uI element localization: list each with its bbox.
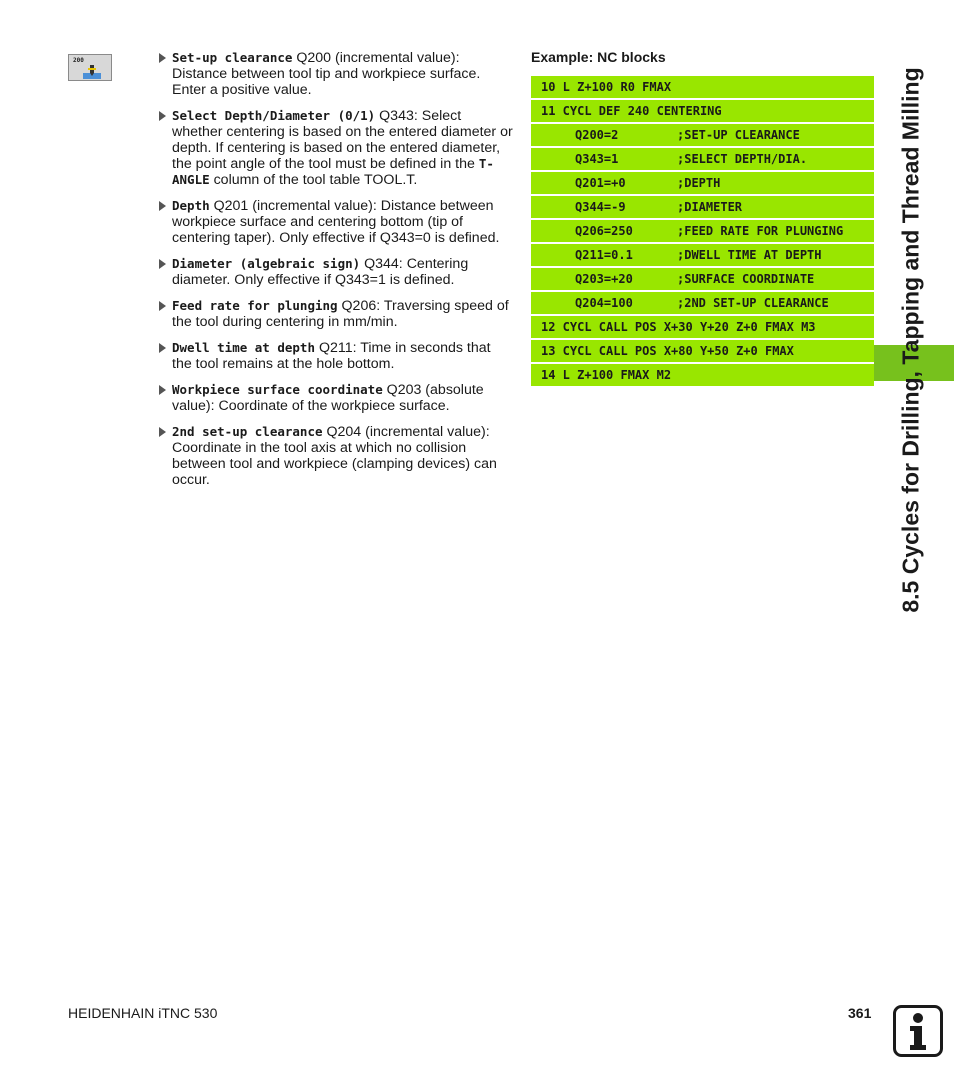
parameter-name: 2nd set-up clearance xyxy=(172,424,323,439)
parameter-list xyxy=(158,50,513,498)
nc-block-row xyxy=(531,316,874,338)
bullet-arrow-icon xyxy=(159,301,166,311)
nc-param-comment: ;2ND SET-UP CLEARANCE xyxy=(677,296,829,310)
softkey-cycle-240-icon xyxy=(68,54,112,81)
nc-param-value: Q200=2 xyxy=(575,128,619,142)
parameter-item xyxy=(158,50,513,98)
nc-block-row xyxy=(531,364,874,386)
parameter-description: Q200 (incremental value): Distance between tool tip and workpiece surface. Enter a positive value. xyxy=(172,50,481,98)
parameter-description: Q343: Select whether centering is based on the entered diameter or depth. If centering is based on the entered diameter, the point angle of the tool must be defined in the xyxy=(172,108,513,172)
nc-param-comment: ;DIAMETER xyxy=(677,200,743,214)
parameter-name: Select Depth/Diameter (0/1) xyxy=(172,108,376,123)
nc-param-value: Q204=100 xyxy=(575,296,633,310)
parameter-description: Q201 (incremental value): Distance between workpiece surface and centering bottom (tip of centering taper). Only effective if Q343=0 is defined. xyxy=(172,198,500,246)
nc-param-comment: ;DWELL TIME AT DEPTH xyxy=(677,248,822,262)
nc-param-value: Q203=+20 xyxy=(575,272,633,286)
nc-block-row xyxy=(531,100,874,122)
parameter-item xyxy=(158,382,513,414)
parameter-description: Q344: Centering diameter. Only effective if Q343=1 is defined. xyxy=(172,256,469,288)
parameter-name: Depth xyxy=(172,198,210,213)
bullet-arrow-icon xyxy=(159,385,166,395)
nc-param-value: Q211=0.1 xyxy=(575,248,633,262)
parameter-name: Feed rate for plunging xyxy=(172,298,338,313)
parameter-description: Q203 (absolute value): Coordinate of the workpiece surface. xyxy=(172,382,484,414)
nc-block-text: 13 CYCL CALL POS X+80 Y+50 Z+0 FMAX xyxy=(541,344,794,358)
chapter-title-vertical xyxy=(874,0,948,680)
softkey-label: 200 xyxy=(73,57,84,64)
bullet-arrow-icon xyxy=(159,427,166,437)
parameter-item xyxy=(158,256,513,288)
nc-param-comment: ;SURFACE COORDINATE xyxy=(677,272,815,286)
example-title: Example: NC blocks xyxy=(531,49,666,65)
footer-product: HEIDENHAIN iTNC 530 xyxy=(68,1005,218,1021)
nc-block-row xyxy=(531,172,874,194)
nc-block-row xyxy=(531,268,874,290)
parameter-name: Diameter (algebraic sign) xyxy=(172,256,361,271)
nc-block-text: 10 L Z+100 R0 FMAX xyxy=(541,80,672,94)
nc-param-comment: ;FEED RATE FOR PLUNGING xyxy=(677,224,844,238)
parameter-name: Workpiece surface coordinate xyxy=(172,382,383,397)
nc-block-text: 12 CYCL CALL POS X+30 Y+20 Z+0 FMAX M3 xyxy=(541,320,816,334)
page-number: 361 xyxy=(848,1005,872,1021)
nc-block-row xyxy=(531,340,874,362)
nc-block-row xyxy=(531,220,874,242)
nc-block-row xyxy=(531,292,874,314)
parameter-description: Q206: Traversing speed of the tool during centering in mm/min. xyxy=(172,298,509,330)
nc-param-value: Q206=250 xyxy=(575,224,633,238)
centering-graphic-icon xyxy=(69,55,113,82)
parameter-item xyxy=(158,340,513,372)
column-name: T-ANGLE xyxy=(172,156,494,187)
nc-block-row xyxy=(531,76,874,98)
nc-block-list xyxy=(531,76,874,388)
bullet-arrow-icon xyxy=(159,111,166,121)
nc-block-text: 14 L Z+100 FMAX M2 xyxy=(541,368,672,382)
nc-param-value: Q344=-9 xyxy=(575,200,626,214)
nc-param-comment: ;SELECT DEPTH/DIA. xyxy=(677,152,808,166)
parameter-description: Q204 (incremental value): Coordinate in the tool axis at which no collision between tool and workpiece (clamping devices) can occur. xyxy=(172,424,497,488)
parameter-item xyxy=(158,298,513,330)
nc-block-row xyxy=(531,124,874,146)
parameter-item xyxy=(158,198,513,246)
parameter-name: Set-up clearance xyxy=(172,50,293,65)
bullet-arrow-icon xyxy=(159,53,166,63)
nc-param-comment: ;DEPTH xyxy=(677,176,721,190)
bullet-arrow-icon xyxy=(159,343,166,353)
nc-param-value: Q201=+0 xyxy=(575,176,626,190)
bullet-arrow-icon xyxy=(159,259,166,269)
parameter-item xyxy=(158,424,513,488)
bullet-arrow-icon xyxy=(159,201,166,211)
info-icon xyxy=(893,1005,943,1057)
parameter-name: Dwell time at depth xyxy=(172,340,315,355)
parameter-item xyxy=(158,108,513,188)
parameter-description: Q211: Time in seconds that the tool remains at the hole bottom. xyxy=(172,340,491,372)
nc-param-comment: ;SET-UP CLEARANCE xyxy=(677,128,800,142)
nc-block-row xyxy=(531,148,874,170)
nc-block-row xyxy=(531,244,874,266)
nc-param-value: Q343=1 xyxy=(575,152,619,166)
chapter-title-text: 8.5 Cycles for Drilling, Tapping and Thread Milling xyxy=(897,67,924,613)
nc-block-row xyxy=(531,196,874,218)
parameter-description-cont: column of the tool table TOOL.T. xyxy=(209,172,418,188)
nc-block-text: 11 CYCL DEF 240 CENTERING xyxy=(541,104,722,118)
